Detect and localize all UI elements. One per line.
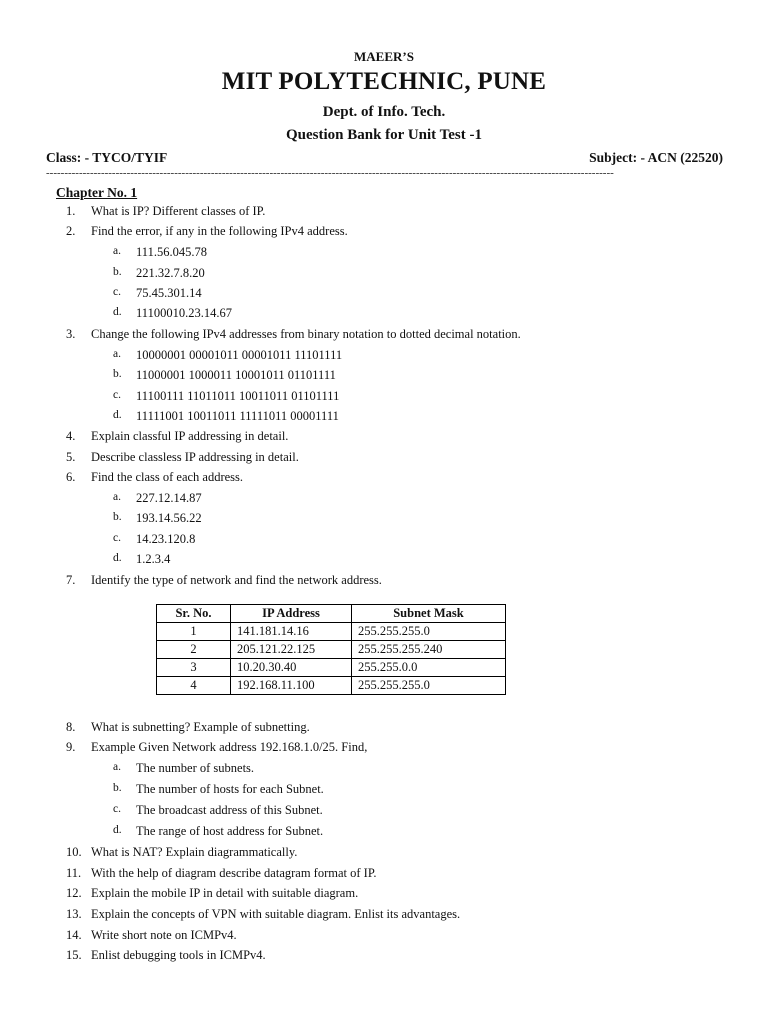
question-number: 8. [66, 720, 76, 734]
chapter-heading: Chapter No. 1 [56, 185, 138, 200]
sub-question-label: d. [113, 552, 122, 564]
sub-question-text: 11111001 10011011 11111011 00001111 [136, 409, 339, 423]
question-text: Describe classless IP addressing in detail. [91, 450, 299, 464]
sub-question-label: d. [113, 824, 122, 836]
sub-question-text: 75.45.301.14 [136, 286, 202, 300]
table-cell: 205.121.22.125 [231, 641, 352, 659]
sub-question-text: The number of hosts for each Subnet. [136, 782, 324, 796]
table-row [157, 641, 506, 659]
question-text: With the help of diagram describe datagram format of IP. [91, 866, 377, 880]
table-cell: 2 [157, 641, 231, 659]
table-cell: 255.255.255.0 [352, 623, 506, 641]
question-number: 5. [66, 450, 76, 464]
sub-question-text: 11100111 11011011 10011011 01101111 [136, 389, 340, 403]
sub-question-text: The broadcast address of this Subnet. [136, 803, 323, 817]
question-number: 10. [66, 845, 82, 859]
sub-question-label: c. [113, 389, 121, 401]
subject-label: Subject: - ACN (22520) [589, 150, 723, 165]
table-row [157, 659, 506, 677]
question-text: Find the class of each address. [91, 470, 244, 484]
question-text: Identify the type of network and find the network address. [91, 573, 382, 587]
ip-address-table [156, 604, 506, 695]
sub-question-label: b. [113, 782, 122, 794]
table-row [157, 623, 506, 641]
sub-question-text: 10000001 00001011 00001011 11101111 [136, 348, 343, 362]
question-number: 15. [66, 948, 82, 962]
sub-question-text: 11100010.23.14.67 [136, 306, 232, 320]
table-cell: 4 [157, 677, 231, 695]
sub-question-label: a. [113, 491, 121, 503]
question-text: Find the error, if any in the following IPv4 address. [91, 224, 348, 238]
question-number: 11. [66, 866, 82, 880]
table-cell: 141.181.14.16 [231, 623, 352, 641]
sub-question-label: b. [113, 368, 122, 380]
question-number: 1. [66, 204, 76, 218]
question-text: Enlist debugging tools in ICMPv4. [91, 948, 266, 962]
question-number: 2. [66, 224, 76, 238]
question-number: 7. [66, 573, 76, 587]
column-header-ip-address: IP Address [231, 605, 352, 623]
question-text: What is subnetting? Example of subnetting. [91, 720, 310, 734]
sub-question-label: a. [113, 348, 121, 360]
sub-question-label: a. [113, 761, 121, 773]
sub-question-text: The number of subnets. [136, 761, 255, 775]
table-cell: 192.168.11.100 [231, 677, 352, 695]
question-number: 6. [66, 470, 76, 484]
sub-question-text: 1.2.3.4 [136, 552, 171, 566]
sub-question-text: 11000001 1000011 10001011 01101111 [136, 368, 336, 382]
table-cell: 3 [157, 659, 231, 677]
question-text: Write short note on ICMPv4. [91, 928, 237, 942]
sub-question-label: b. [113, 511, 122, 523]
sub-question-text: 193.14.56.22 [136, 511, 202, 525]
question-number: 9. [66, 740, 76, 754]
column-header-subnet-mask: Subnet Mask [352, 605, 506, 623]
table-cell: 1 [157, 623, 231, 641]
table-cell: 10.20.30.40 [231, 659, 352, 677]
question-text: What is IP? Different classes of IP. [91, 204, 266, 218]
question-number: 4. [66, 429, 76, 443]
sub-question-label: c. [113, 803, 121, 815]
sub-question-label: a. [113, 245, 121, 257]
table-header-row [157, 605, 506, 623]
question-text: What is NAT? Explain diagrammatically. [91, 845, 298, 859]
question-number: 12. [66, 886, 82, 900]
sub-question-label: d. [113, 306, 122, 318]
sub-question-text: 14.23.120.8 [136, 532, 196, 546]
sub-question-text: The range of host address for Subnet. [136, 824, 324, 838]
question-text: Change the following IPv4 addresses from binary notation to dotted decimal notation. [91, 327, 521, 341]
college-name: MIT POLYTECHNIC, PUNE [221, 68, 547, 95]
dashed-divider: ----------------------------------------------------------------------------------------------------------------------------------------------------------- [46, 167, 614, 179]
question-number: 13. [66, 907, 82, 921]
sub-question-text: 221.32.7.8.20 [136, 266, 205, 280]
class-label: Class: - TYCO/TYIF [46, 150, 168, 165]
question-text: Explain classful IP addressing in detail. [91, 429, 289, 443]
question-number: 3. [66, 327, 76, 341]
question-text: Explain the concepts of VPN with suitable diagram. Enlist its advantages. [91, 907, 461, 921]
table-row [157, 677, 506, 695]
table-cell: 255.255.0.0 [352, 659, 506, 677]
sub-question-label: c. [113, 532, 121, 544]
question-text: Explain the mobile IP in detail with suitable diagram. [91, 886, 359, 900]
sub-question-label: b. [113, 266, 122, 278]
table-cell: 255.255.255.240 [352, 641, 506, 659]
sub-question-text: 111.56.045.78 [136, 245, 207, 259]
column-header-sr-no: Sr. No. [157, 605, 231, 623]
sub-question-label: d. [113, 409, 122, 421]
table-cell: 255.255.255.0 [352, 677, 506, 695]
department-name: Dept. of Info. Tech. [322, 104, 446, 120]
sub-question-text: 227.12.14.87 [136, 491, 202, 505]
sub-question-label: c. [113, 286, 121, 298]
question-text: Example Given Network address 192.168.1.0/25. Find, [91, 740, 368, 754]
organization-name: MAEER’S [354, 49, 414, 64]
question-number: 14. [66, 928, 82, 942]
document-title: Question Bank for Unit Test -1 [285, 127, 482, 143]
